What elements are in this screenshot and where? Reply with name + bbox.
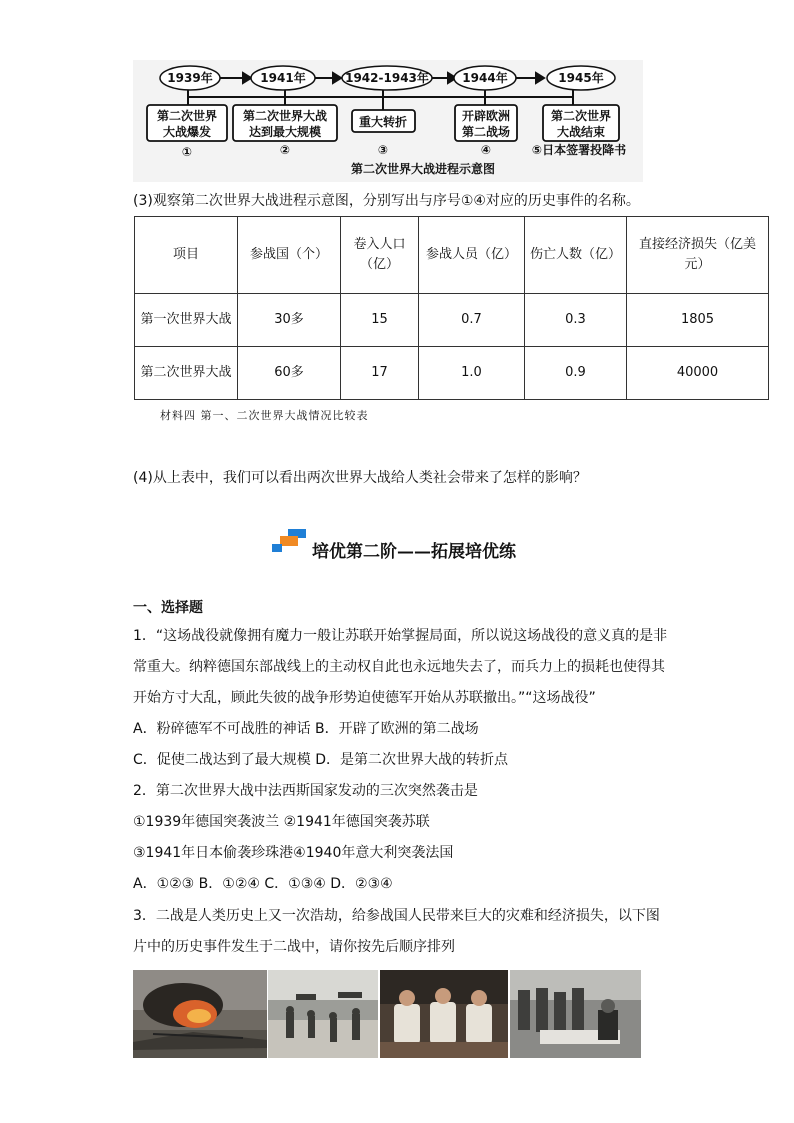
event-label: 重大转折 <box>358 115 408 129</box>
table-cell: 第一次世界大战 <box>135 294 238 347</box>
q1-stem-line: 1．“这场战役就像拥有魔力一般让苏联开始掌握局面，所以说这场战役的意义真的是非 <box>133 628 668 644</box>
timeline-diagram <box>133 60 643 182</box>
timeline-caption: 第二次世界大战进程示意图 <box>350 162 496 176</box>
table-cell: 40000 <box>627 347 769 400</box>
table-header-cell: 直接经济损失（亿美元） <box>627 217 769 294</box>
event-label: 第二次世界 <box>550 109 612 123</box>
q1-options: A．粉碎德军不可战胜的神话 B．开辟了欧洲的第二战场 <box>133 721 479 737</box>
table-cell: 15 <box>341 294 419 347</box>
event-number: ④ <box>480 143 492 157</box>
q1-options: C．促使二战达到了最大规模 D．是第二次世界大战的转折点 <box>133 752 509 768</box>
question-3: (3)观察第二次世界大战进程示意图，分别写出与序号①④对应的历史事件的名称。 <box>133 193 640 209</box>
event-label: 第二次世界 <box>156 109 218 123</box>
table-cell: 0.3 <box>525 294 627 347</box>
section-title: 培优第二阶——拓展培优练 <box>312 542 516 562</box>
q2-items: ①1939年德国突袭波兰 ②1941年德国突袭苏联 <box>133 814 430 830</box>
table-caption: 材料四 第一、二次世界大战情况比较表 <box>160 409 369 422</box>
table-header-row <box>135 217 769 294</box>
q2-stem: 2．第二次世界大战中法西斯国家发动的三次突然袭击是 <box>133 783 478 799</box>
event-label: 达到最大规模 <box>248 125 322 139</box>
photo-surrender <box>510 970 641 1058</box>
event-label: 开辟欧洲 <box>461 109 511 123</box>
table-cell: 60多 <box>238 347 341 400</box>
photo-landing <box>268 970 378 1058</box>
table-cell: 17 <box>341 347 419 400</box>
q3-stem-line: 3．二战是人类历史上又一次浩劫，给参战国人民带来巨大的灾难和经济损失，以下图 <box>133 908 660 924</box>
event-number: ⑤日本签署投降书 <box>531 143 627 157</box>
year-label: 1942-1943年 <box>345 71 429 85</box>
table-cell: 1805 <box>627 294 769 347</box>
section-logo-icon <box>272 529 308 559</box>
table-row <box>135 347 769 400</box>
table-header-cell: 参战国（个） <box>238 217 341 294</box>
subsection-title: 一、选择题 <box>133 600 203 616</box>
question-4: (4)从上表中，我们可以看出两次世界大战给人类社会带来了怎样的影响？ <box>133 470 587 486</box>
event-label: 大战爆发 <box>162 125 212 139</box>
table-cell: 0.7 <box>419 294 525 347</box>
table-cell: 30多 <box>238 294 341 347</box>
comparison-table <box>134 216 769 400</box>
year-label: 1944年 <box>462 71 508 85</box>
q1-stem-line: 常重大。纳粹德国东部战线上的主动权自此也永远地失去了，而兵力上的损耗也使得其 <box>133 659 665 675</box>
event-number: ③ <box>377 143 389 157</box>
q1-stem-line: 开始方寸大乱，顾此失彼的战争形势迫使德军开始从苏联撤出。”“这场战役” <box>133 690 596 706</box>
table-row <box>135 294 769 347</box>
table-cell: 1.0 <box>419 347 525 400</box>
event-label: 第二次世界大战 <box>242 109 328 123</box>
event-label: 大战结束 <box>556 125 606 139</box>
year-label: 1941年 <box>260 71 306 85</box>
table-cell: 0.9 <box>525 347 627 400</box>
photo-explosion <box>133 970 267 1058</box>
q2-options: A．①②③ B．①②④ C．①③④ D．②③④ <box>133 876 393 892</box>
table-header-cell: 卷入人口（亿） <box>341 217 419 294</box>
timeline-svg <box>133 60 643 182</box>
photo-conference <box>380 970 508 1058</box>
table-header-cell: 项目 <box>135 217 238 294</box>
table-header-cell: 参战人员（亿） <box>419 217 525 294</box>
table-cell: 第二次世界大战 <box>135 347 238 400</box>
event-label: 第二战场 <box>461 125 511 139</box>
year-label: 1939年 <box>167 71 213 85</box>
event-number: ① <box>181 145 193 159</box>
q2-items: ③1941年日本偷袭珍珠港④1940年意大利突袭法国 <box>133 845 454 861</box>
q3-stem-line: 片中的历史事件发生于二战中，请你按先后顺序排列 <box>133 939 455 955</box>
event-number: ② <box>279 143 291 157</box>
year-label: 1945年 <box>558 71 604 85</box>
table-header-cell: 伤亡人数（亿） <box>525 217 627 294</box>
